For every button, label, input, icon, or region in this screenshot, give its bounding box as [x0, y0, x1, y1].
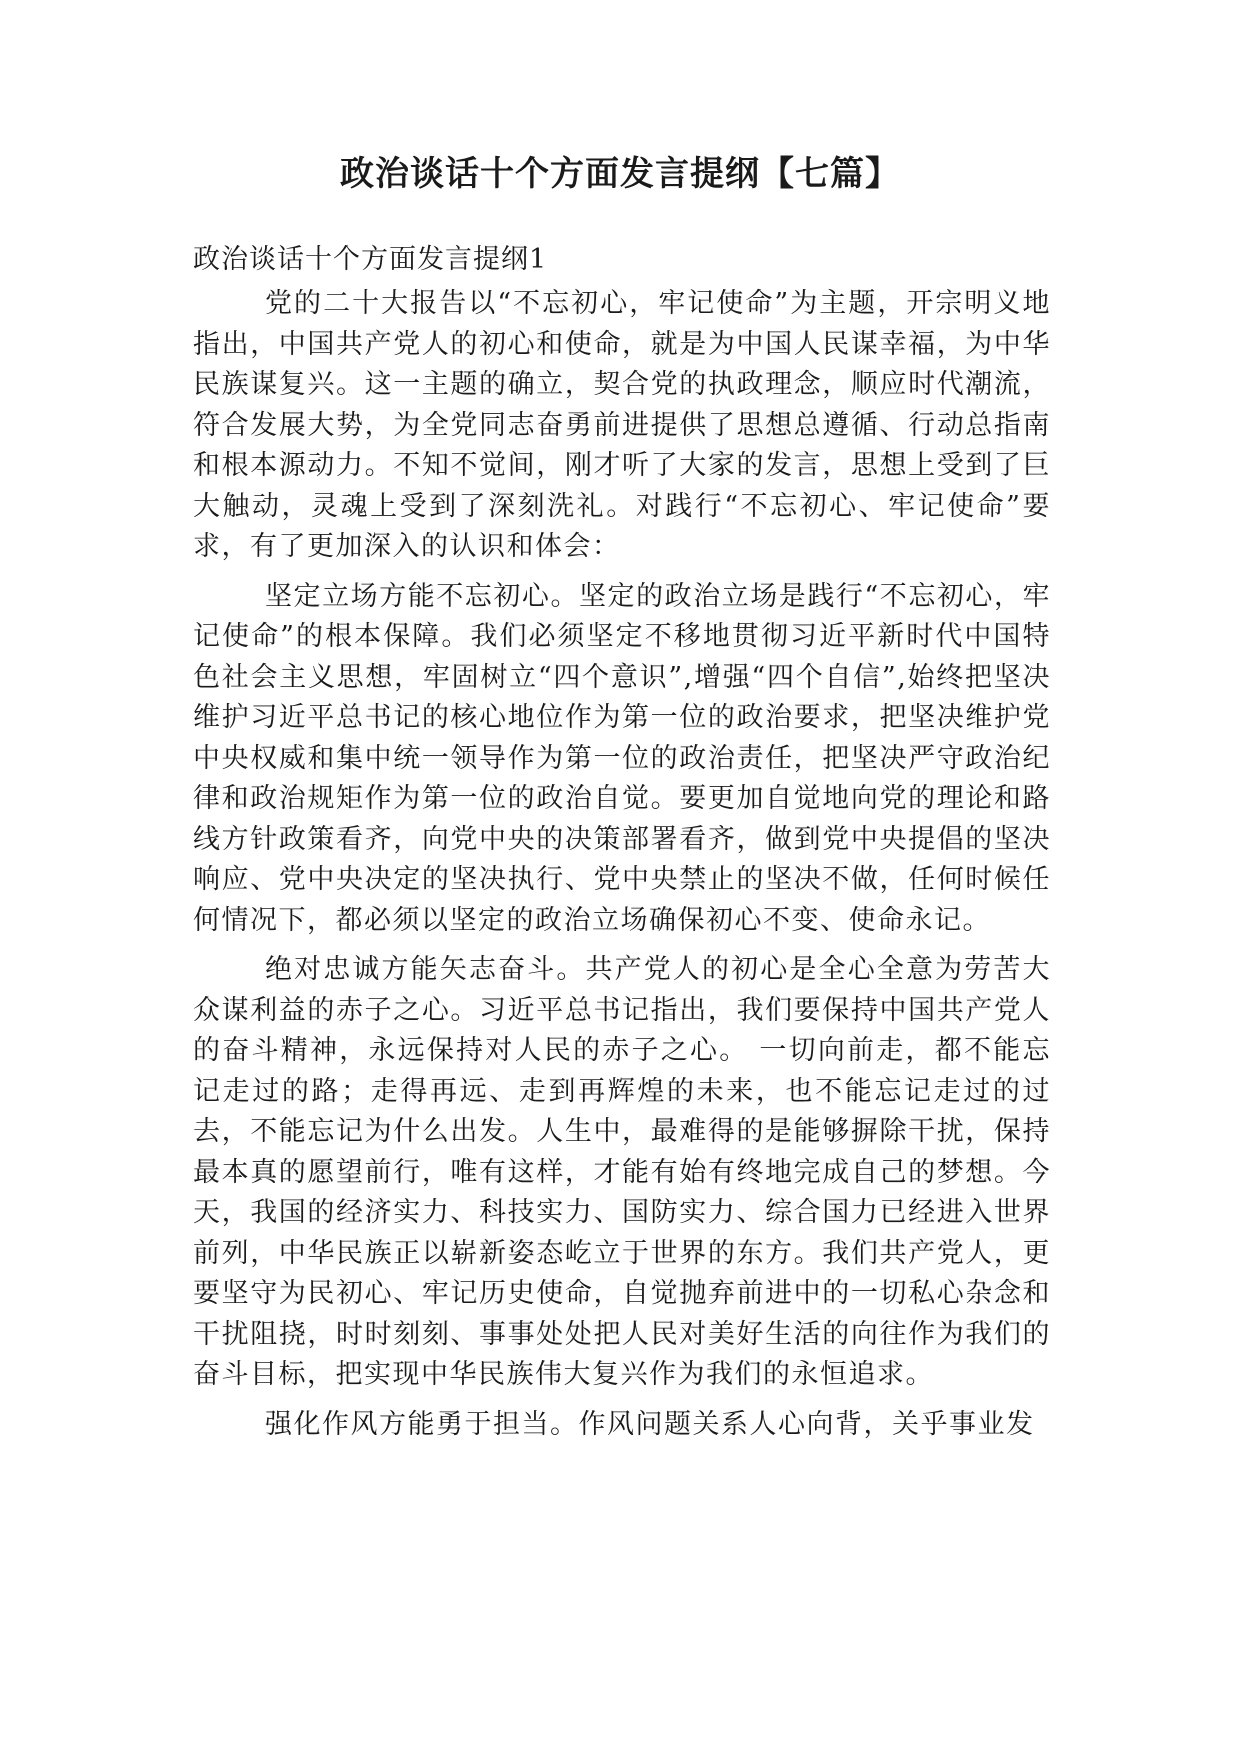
- paragraph-strengthen-style: 强化作风方能勇于担当。作风问题关系人心向背，关乎事业发: [265, 1408, 1035, 1440]
- document-title: 政治谈话十个方面发言提纲【七篇】: [340, 154, 900, 194]
- paragraph-firm-stance: 坚定立场方能不忘初心。坚定的政治立场是践行“不忘初心，牢记使命”的根本保障。我们必须坚定不移地贯彻习近平新时代中国特色社会主义思想，牢固树立“四个意识”,增强“四个自信”,始终把坚决维护习近平总书记的核心地位作为第一位的政治要求，把坚决维护党中央权威和集中统一领导作为第一位的政治责任，把坚决严守政治纪律和政治规矩作为第一位的政治自觉。要更加自觉地向党的理论和路线方针政策看齐，向党中央的决策部署看齐，做到党中央提倡的坚决响应、党中央决定的坚决执行、党中央禁止的坚决不做，任何时候任何情况下，都必须以坚定的政治立场确保初心不变、使命永记。: [193, 580, 1051, 936]
- section-heading: 政治谈话十个方面发言提纲1: [193, 244, 548, 275]
- paragraph-absolute-loyalty: 绝对忠诚方能矢志奋斗。共产党人的初心是全心全意为劳苦大众谋利益的赤子之心。习近平总书记指出，我们要保持中国共产党人的奋斗精神，永远保持对人民的赤子之心。 一切向前走，都不能忘记走过的路；走得再远、走到再辉煌的未来，也不能忘记走过的过去，不能忘记为什么出发。人生中，最难得的是能够摒除干扰，保持最本真的愿望前行，唯有这样，才能有始有终地完成自己的梦想。今天，我国的经济实力、科技实力、国防实力、综合国力已经进入世界前列，中华民族正以崭新姿态屹立于世界的东方。我们共产党人，更要坚守为民初心、牢记历史使命，自觉抛弃前进中的一切私心杂念和干扰阻挠，时时刻刻、事事处处把人民对美好生活的向往作为我们的奋斗目标，把实现中华民族伟大复兴作为我们的永恒追求。: [193, 954, 1051, 1390]
- paragraph-intro: 党的二十大报告以“不忘初心，牢记使命”为主题，开宗明义地指出，中国共产党人的初心和使命，就是为中国人民谋幸福，为中华民族谋复兴。这一主题的确立，契合党的执政理念，顺应时代潮流，符合发展大势，为全党同志奋勇前进提供了思想总遵循、行动总指南和根本源动力。不知不觉间，刚才听了大家的发言，思想上受到了巨大触动，灵魂上受到了深刻洗礼。对践行“不忘初心、牢记使命”要求，有了更加深入的认识和体会：: [193, 288, 1051, 562]
- document-body: [193, 238, 1051, 1454]
